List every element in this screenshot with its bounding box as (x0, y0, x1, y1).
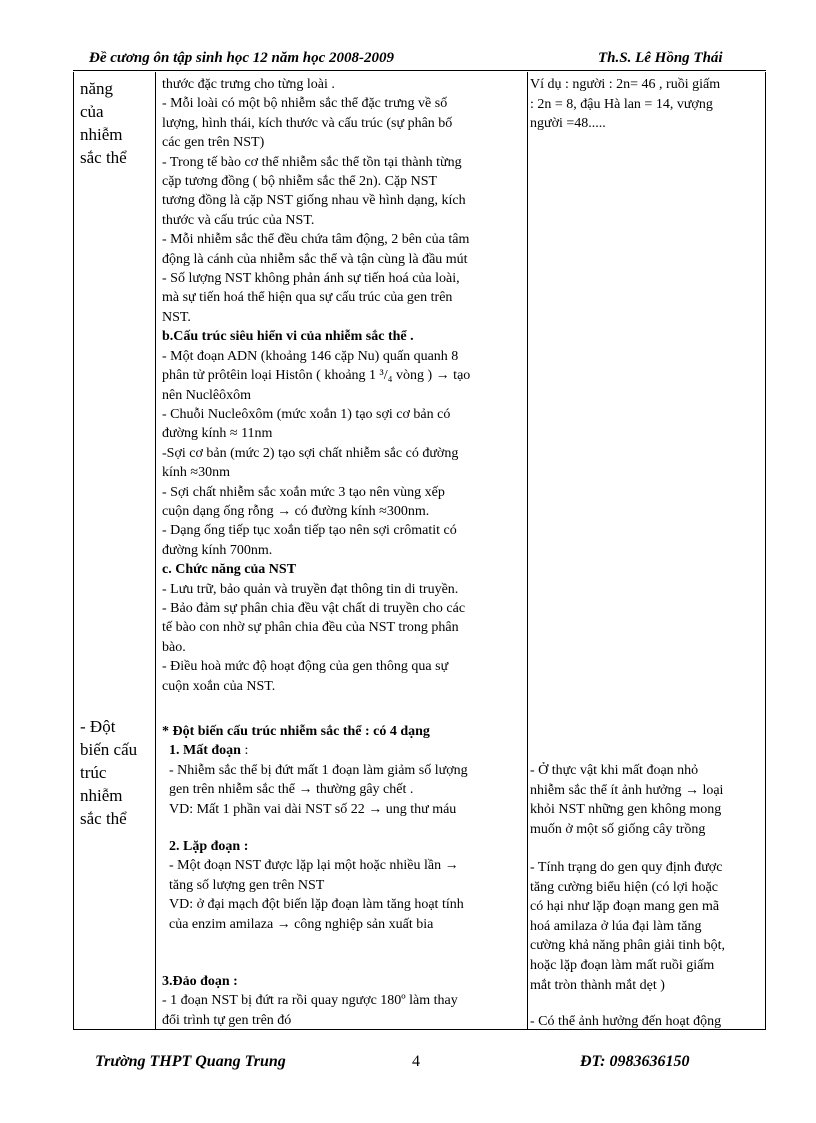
header-title: Đề cương ôn tập sinh học 12 năm học 2008-2009 (89, 50, 394, 66)
text-line: hoá amilaza ở lúa đại làm tăng (530, 918, 702, 934)
text-line: - Bảo đảm sự phân chia đều vật chất di truyền cho các (162, 600, 466, 616)
text-line: cặp tương đồng ( bộ nhiễm sắc thể 2n). Cặp NST (162, 174, 438, 190)
header-rule (73, 70, 766, 71)
text-line: -Sợi cơ bản (mức 2) tạo sợi chất nhiễm sắc có đường (162, 445, 459, 461)
text-line: phân tử prôtêin loại Histôn ( khoảng 1 ³/₄ vòng ) → tạo (162, 368, 471, 384)
text-line: VD: ở đại mạch đột biến lặp đoạn làm tăng hoạt tính (169, 897, 464, 913)
text-line: - Một đoạn ADN (khoảng 146 cặp Nu) quấn quanh 8 (162, 348, 459, 364)
text-line: hoặc lặp đoạn làm mất ruồi giấm (530, 957, 715, 973)
text-line: cuộn dạng ống rỗng → có đường kính ≈300nm. (162, 503, 430, 519)
text-line: thước và cấu trúc của NST. (162, 212, 315, 228)
text-line: - Một đoạn NST được lặp lại một hoặc nhiều lần → (169, 858, 459, 874)
example-block-chromosome-numbers (530, 75, 764, 134)
text-line: lượng, hình thái, kích thước và cấu trúc (sự phân bố (162, 115, 453, 131)
text-line: VD: Mất 1 phần vai dài NST số 22 → ung thư máu (169, 801, 457, 817)
text-line: tăng cường biểu hiện (có lợi hoặc (530, 879, 719, 895)
text-line: mà sự tiến hoá thể hiện qua sự cấu trúc của gen trên (162, 290, 453, 306)
text-line: nhiễm sắc thể ít ảnh hưởng → loại (530, 782, 724, 798)
topic-chuc-nang (80, 77, 152, 169)
note-block-mat-doan (530, 761, 764, 839)
text-line: - Dạng ống tiếp tục xoắn tiếp tạo nên sợi crômatit có (162, 523, 457, 539)
subheading-lap-doan: 2. Lặp đoạn : (169, 839, 249, 854)
text-line: tăng số lượng gen trên NST (169, 877, 325, 893)
topic-line: của (80, 102, 104, 121)
footer-school: Trường THPT Quang Trung (95, 1053, 286, 1070)
text-line: cường khả năng phân giải tinh bột, (530, 938, 726, 954)
text-line: đổi trình tự gen trên đó (162, 1012, 292, 1028)
text-line: - Ở thực vật khi mất đoạn nhỏ (530, 763, 699, 778)
text-line: - Sợi chất nhiễm sắc xoắn mức 3 tạo nên vùng xếp (162, 484, 445, 500)
text-line: - 1 đoạn NST bị đứt ra rồi quay ngược 180º làm thay (162, 993, 458, 1009)
text-line: NST. (162, 309, 191, 325)
text-line: - Trong tế bào cơ thể nhiễm sắc thể tồn tại thành từng (162, 154, 462, 170)
text-line: động là cánh của nhiễm sắc thể và tận cùng là đầu mút (162, 251, 468, 267)
topic-dot-bien (80, 715, 152, 830)
text-line: - Lưu trữ, bảo quản và truyền đạt thông tin di truyền. (162, 581, 459, 597)
header-author: Th.S. Lê Hồng Thái (598, 50, 723, 66)
column-divider-2 (527, 72, 528, 1029)
text-line: nên Nuclêôxôm (162, 387, 252, 403)
content-block-mutation (162, 722, 507, 819)
footer-page-number: 4 (412, 1053, 420, 1070)
note-block-dao-doan (530, 1012, 764, 1032)
text-line: - Chuỗi Nucleôxôm (mức xoắn 1) tạo sợi cơ bản có (162, 406, 451, 422)
text-line: mắt tròn thành mắt dẹt ) (530, 977, 665, 993)
footer-phone: ĐT: 0983636150 (580, 1053, 690, 1070)
text-line: gen trên nhiễm sắc thể → thường gây chết . (169, 782, 414, 798)
topic-line: biến cấu (80, 740, 138, 759)
subheading-dao-doan: 3.Đảo đoạn : (162, 974, 238, 989)
text-line: của enzim amilaza → công nghiệp sản xuất bia (169, 916, 434, 932)
subheading-mat-doan: 1. Mất đoạn (169, 743, 241, 759)
text-line: - Tính trạng do gen quy định được (530, 860, 723, 875)
text-line: - Nhiễm sắc thể bị đứt mất 1 đoạn làm giảm số lượng (169, 762, 468, 778)
text-line: đường kính 700nm. (162, 542, 273, 558)
column-divider-1 (155, 72, 156, 1029)
note-block-lap-doan (530, 858, 764, 995)
text-line: - Số lượng NST không phản ánh sự tiến hoá của loài, (162, 271, 460, 287)
text-line: - Điều hoà mức độ hoạt động của gen thông qua sự (162, 659, 449, 675)
section-heading-b: b.Cấu trúc siêu hiển vi của nhiễm sắc thể . (162, 329, 414, 345)
text-line: khỏi NST những gen không mong (530, 802, 722, 818)
topic-line: sắc thể (80, 148, 127, 167)
text-line: có hại như lặp đoạn mang gen mã (530, 899, 720, 915)
topic-line: trúc (80, 763, 107, 782)
text-line: tế bào con nhờ sự phân chia đều của NST trong phân (162, 620, 459, 636)
text-line: bào. (162, 639, 186, 655)
topic-line: năng (80, 79, 114, 98)
subheading-line (162, 741, 507, 760)
text-line: muốn ở một số giống cây trồng (530, 821, 706, 837)
text-line: kính ≈30nm (162, 465, 230, 481)
content-block-nst-structure (162, 75, 507, 696)
content-table (73, 72, 766, 1030)
text-line: thước đặc trưng cho từng loài . (162, 77, 335, 92)
section-heading-c: c. Chức năng của NST (162, 562, 297, 578)
text-line: - Mỗi loài có một bộ nhiễm sắc thể đặc trưng về số (162, 96, 448, 112)
topic-line: nhiễm (80, 125, 123, 144)
topic-line: nhiễm (80, 786, 123, 805)
text-line: đường kính ≈ 11nm (162, 426, 273, 442)
text-line: - Mỗi nhiễm sắc thể đều chứa tâm động, 2 bên của tâm (162, 232, 470, 248)
text-line: người =48..... (530, 116, 606, 132)
text-line: - Có thể ảnh hưởng đến hoạt động (530, 1014, 722, 1029)
text-line: các gen trên NST) (162, 135, 265, 151)
text-line: : 2n = 8, đậu Hà lan = 14, vượng (530, 96, 713, 112)
topic-line: sắc thể (80, 809, 127, 828)
content-block-lap-doan (162, 837, 507, 934)
content-block-dao-doan (162, 972, 507, 1030)
text-line: cuộn xoắn của NST. (162, 678, 276, 694)
text-line: tương đồng là cặp NST giống nhau về hình dạng, kích (162, 193, 466, 209)
topic-line: - Đột (80, 717, 116, 736)
subheading-colon: : (240, 743, 249, 759)
text-line: Ví dụ : người : 2n= 46 , ruồi giấm (530, 77, 721, 92)
section-heading-mutation: * Đột biến cấu trúc nhiễm sắc thể : có 4 dạng (162, 724, 430, 739)
